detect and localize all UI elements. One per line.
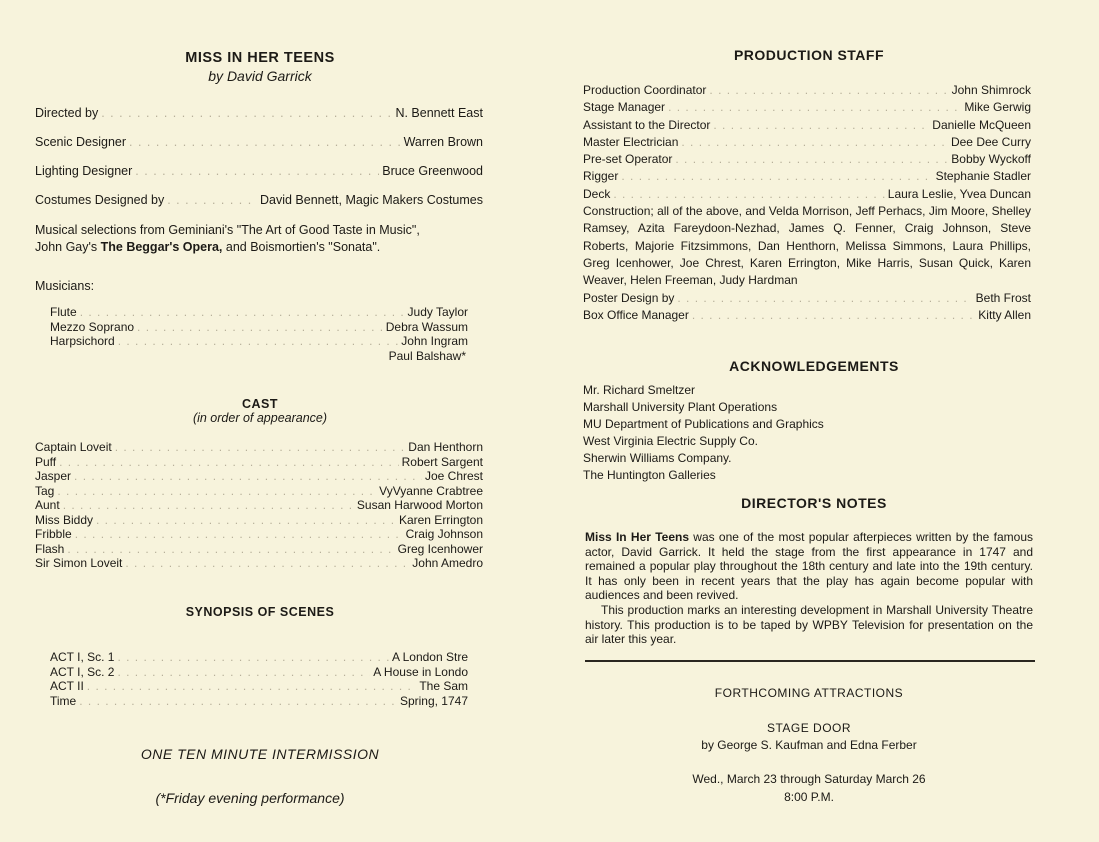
- credit-value: Bruce Greenwood: [382, 164, 483, 178]
- staff-role: Rigger: [583, 169, 619, 184]
- staff-role: Stage Manager: [583, 100, 666, 115]
- notes-paragraph-2: This production marks an interesting development in Marshall University Theatre history. This production is to be taped by WPBY Television for presentation on the air later this year.: [585, 602, 1033, 647]
- cast-title: CAST: [241, 397, 279, 411]
- musician-row: [50, 320, 468, 335]
- actor-name: Greg Icenhower: [397, 541, 483, 556]
- staff-role: Box Office Manager: [583, 307, 689, 322]
- staff-row: [583, 117, 1031, 134]
- staff-row: [583, 99, 1031, 116]
- musician-row: [50, 334, 468, 349]
- musician-extra: Paul Balshaw*: [388, 348, 466, 363]
- credit-label: Directed by: [35, 106, 99, 120]
- cast-row: [35, 498, 483, 513]
- credit-value: David Bennett, Magic Makers Costumes: [259, 193, 483, 207]
- staff-name: Stephanie Stadler: [935, 169, 1031, 184]
- actor-name: VyVyanne Crabtree: [379, 483, 483, 498]
- musician-row: [50, 305, 468, 320]
- forthcoming-title: FORTHCOMING ATTRACTIONS: [714, 686, 904, 700]
- music-note: [35, 222, 485, 256]
- cast-row: [35, 556, 483, 571]
- credit-label: Scenic Designer: [35, 135, 127, 149]
- ack-item: MU Department of Publications and Graphics: [583, 417, 824, 431]
- character-name: Puff: [35, 454, 57, 469]
- music-note-line2: John Gay's The Beggar's Opera, and Boismortien's "Sonata".: [35, 240, 381, 254]
- actor-name: John Amedro: [412, 556, 483, 570]
- beggars-opera: The Beggar's Opera,: [100, 240, 223, 254]
- scene-act: ACT I, Sc. 1: [50, 650, 115, 664]
- musician-name: Debra Wassum: [385, 319, 468, 334]
- ack-item: Sherwin Williams Company.: [583, 451, 732, 465]
- show-title: STAGE DOOR: [766, 721, 852, 735]
- ack-item: Marshall University Plant Operations: [583, 400, 778, 414]
- musician-role: Harpsichord: [50, 334, 115, 348]
- ack-title: ACKNOWLEDGEMENTS: [729, 358, 899, 374]
- scene-place: The Sam: [419, 679, 468, 693]
- cast-list: [35, 440, 483, 571]
- staff-row: [583, 134, 1031, 151]
- staff-role: Master Electrician: [583, 134, 679, 149]
- scene-place: A London Stre: [391, 650, 468, 664]
- ack-list: [583, 382, 824, 484]
- construction-crew: Construction; all of the above, and Velda Morrison, Jeff Perhacs, Jim Moore, Shelley Ramsey, Azita Fareydoon-Nezhad, James Q. Fenner, Craig Johnson, Steve Roberts, Majorie Fitzsimmons, Dan Henthorn, Melissa Simmons, Laura Phillips, Greg Icenhower, Joe Chrest, Karen Errington, Mike Harris, Susan Quick, Karen Weaver, Helen Freeman, Judy Hardman: [583, 204, 1031, 288]
- ack-item: West Virginia Electric Supply Co.: [583, 434, 758, 448]
- character-name: Captain Loveit: [35, 440, 112, 454]
- actor-name: Robert Sargent: [401, 454, 483, 469]
- scenes-list: [50, 650, 468, 708]
- character-name: Aunt: [35, 498, 60, 512]
- staff-row: [583, 290, 1031, 307]
- staff-row: [583, 307, 1031, 324]
- cast-row: [35, 513, 483, 528]
- divider: [585, 660, 1035, 662]
- staff-title: PRODUCTION STAFF: [733, 47, 885, 63]
- staff-role: Poster Design by: [583, 290, 675, 305]
- scene-place: Spring, 1747: [399, 693, 468, 708]
- right-page: [549, 0, 1099, 842]
- character-name: Fribble: [35, 527, 72, 541]
- staff-row: [583, 151, 1031, 168]
- staff-role: Assistant to the Director: [583, 117, 711, 132]
- staff-name: Kitty Allen: [978, 307, 1031, 322]
- staff-role: Production Coordinator: [583, 83, 707, 97]
- show-authors: by George S. Kaufman and Edna Ferber: [701, 738, 917, 752]
- character-name: Tag: [35, 483, 55, 498]
- scene-place: A House in Londo: [373, 664, 468, 679]
- left-page: [0, 0, 549, 842]
- staff-name: Danielle McQueen: [932, 117, 1031, 132]
- actor-name: Joe Chrest: [424, 469, 483, 483]
- actor-name: Dan Henthorn: [408, 440, 483, 454]
- actor-name: Karen Errington: [398, 512, 483, 527]
- ack-item: The Huntington Galleries: [583, 468, 716, 482]
- ack-item: Mr. Richard Smeltzer: [583, 383, 696, 397]
- cast-row: [35, 469, 483, 484]
- cast-subtitle: (in order of appearance): [192, 411, 328, 425]
- staff-role: Pre-set Operator: [583, 152, 673, 167]
- musician-role: Mezzo Soprano: [50, 319, 135, 334]
- credits-list: [35, 105, 483, 221]
- musician-name: Judy Taylor: [407, 305, 468, 319]
- play-title: MISS IN HER TEENS: [185, 50, 335, 66]
- musicians-label: Musicians:: [35, 279, 95, 293]
- scene-row: [50, 679, 468, 694]
- staff-list: [583, 82, 1031, 324]
- credit-value: N. Bennett East: [395, 106, 483, 120]
- scene-row: [50, 694, 468, 709]
- cast-row: [35, 440, 483, 455]
- character-name: Flash: [35, 541, 65, 556]
- notes-paragraph-1: Miss In Her Teens was one of the most popular afterpieces written by the famous actor, David Garrick. It held the stage from the first appearance in 1747 and remained a popular play throughout the 18th century and late into the 19th century. It has only been in recent years that the play has again become popular with audiences and been revived.: [585, 530, 1033, 603]
- notes-play-title: Miss In Her Teens: [585, 530, 690, 544]
- directors-notes: [585, 530, 1033, 647]
- footnote: (*Friday evening performance): [155, 790, 345, 806]
- show-dates: Wed., March 23 through Saturday March 26: [692, 772, 926, 786]
- staff-name: Dee Dee Curry: [950, 134, 1031, 149]
- credit-row: [35, 105, 483, 134]
- staff-name: Bobby Wyckoff: [951, 152, 1031, 167]
- character-name: Miss Biddy: [35, 512, 94, 527]
- scene-act: ACT I, Sc. 2: [50, 664, 115, 679]
- staff-name: Laura Leslie, Yvea Duncan: [887, 186, 1031, 201]
- credit-value: Warren Brown: [403, 135, 483, 149]
- scene-row: [50, 650, 468, 665]
- staff-role: Deck: [583, 186, 611, 201]
- staff-row: [583, 168, 1031, 185]
- credit-row: [35, 192, 483, 221]
- credit-row: [35, 163, 483, 192]
- credit-row: [35, 134, 483, 163]
- character-name: Jasper: [35, 469, 72, 483]
- character-name: Sir Simon Loveit: [35, 556, 123, 570]
- staff-name: Beth Frost: [975, 290, 1031, 305]
- notes-title: DIRECTOR'S NOTES: [741, 495, 887, 511]
- actor-name: Craig Johnson: [405, 527, 483, 541]
- scene-act: ACT II: [50, 679, 84, 693]
- credit-label: Costumes Designed by: [35, 193, 165, 207]
- synopsis-title: SYNOPSIS OF SCENES: [185, 605, 335, 619]
- music-note-line1: Musical selections from Geminiani's "The Art of Good Taste in Music",: [35, 223, 420, 237]
- cast-row: [35, 455, 483, 470]
- scene-act: Time: [50, 693, 77, 708]
- show-time: 8:00 P.M.: [784, 790, 834, 804]
- cast-row: [35, 484, 483, 499]
- musician-name: John Ingram: [401, 334, 468, 348]
- actor-name: Susan Harwood Morton: [356, 498, 483, 512]
- staff-name: John Shimrock: [951, 83, 1031, 97]
- staff-row: [583, 186, 1031, 203]
- staff-name: Mike Gerwig: [964, 100, 1031, 115]
- cast-row: [35, 527, 483, 542]
- musician-role: Flute: [50, 305, 77, 319]
- intermission-note: ONE TEN MINUTE INTERMISSION: [140, 746, 380, 762]
- staff-row: [583, 82, 1031, 99]
- musicians-list: [50, 305, 468, 363]
- scene-row: [50, 665, 468, 680]
- cast-row: [35, 542, 483, 557]
- play-byline: by David Garrick: [208, 68, 312, 84]
- credit-label: Lighting Designer: [35, 164, 133, 178]
